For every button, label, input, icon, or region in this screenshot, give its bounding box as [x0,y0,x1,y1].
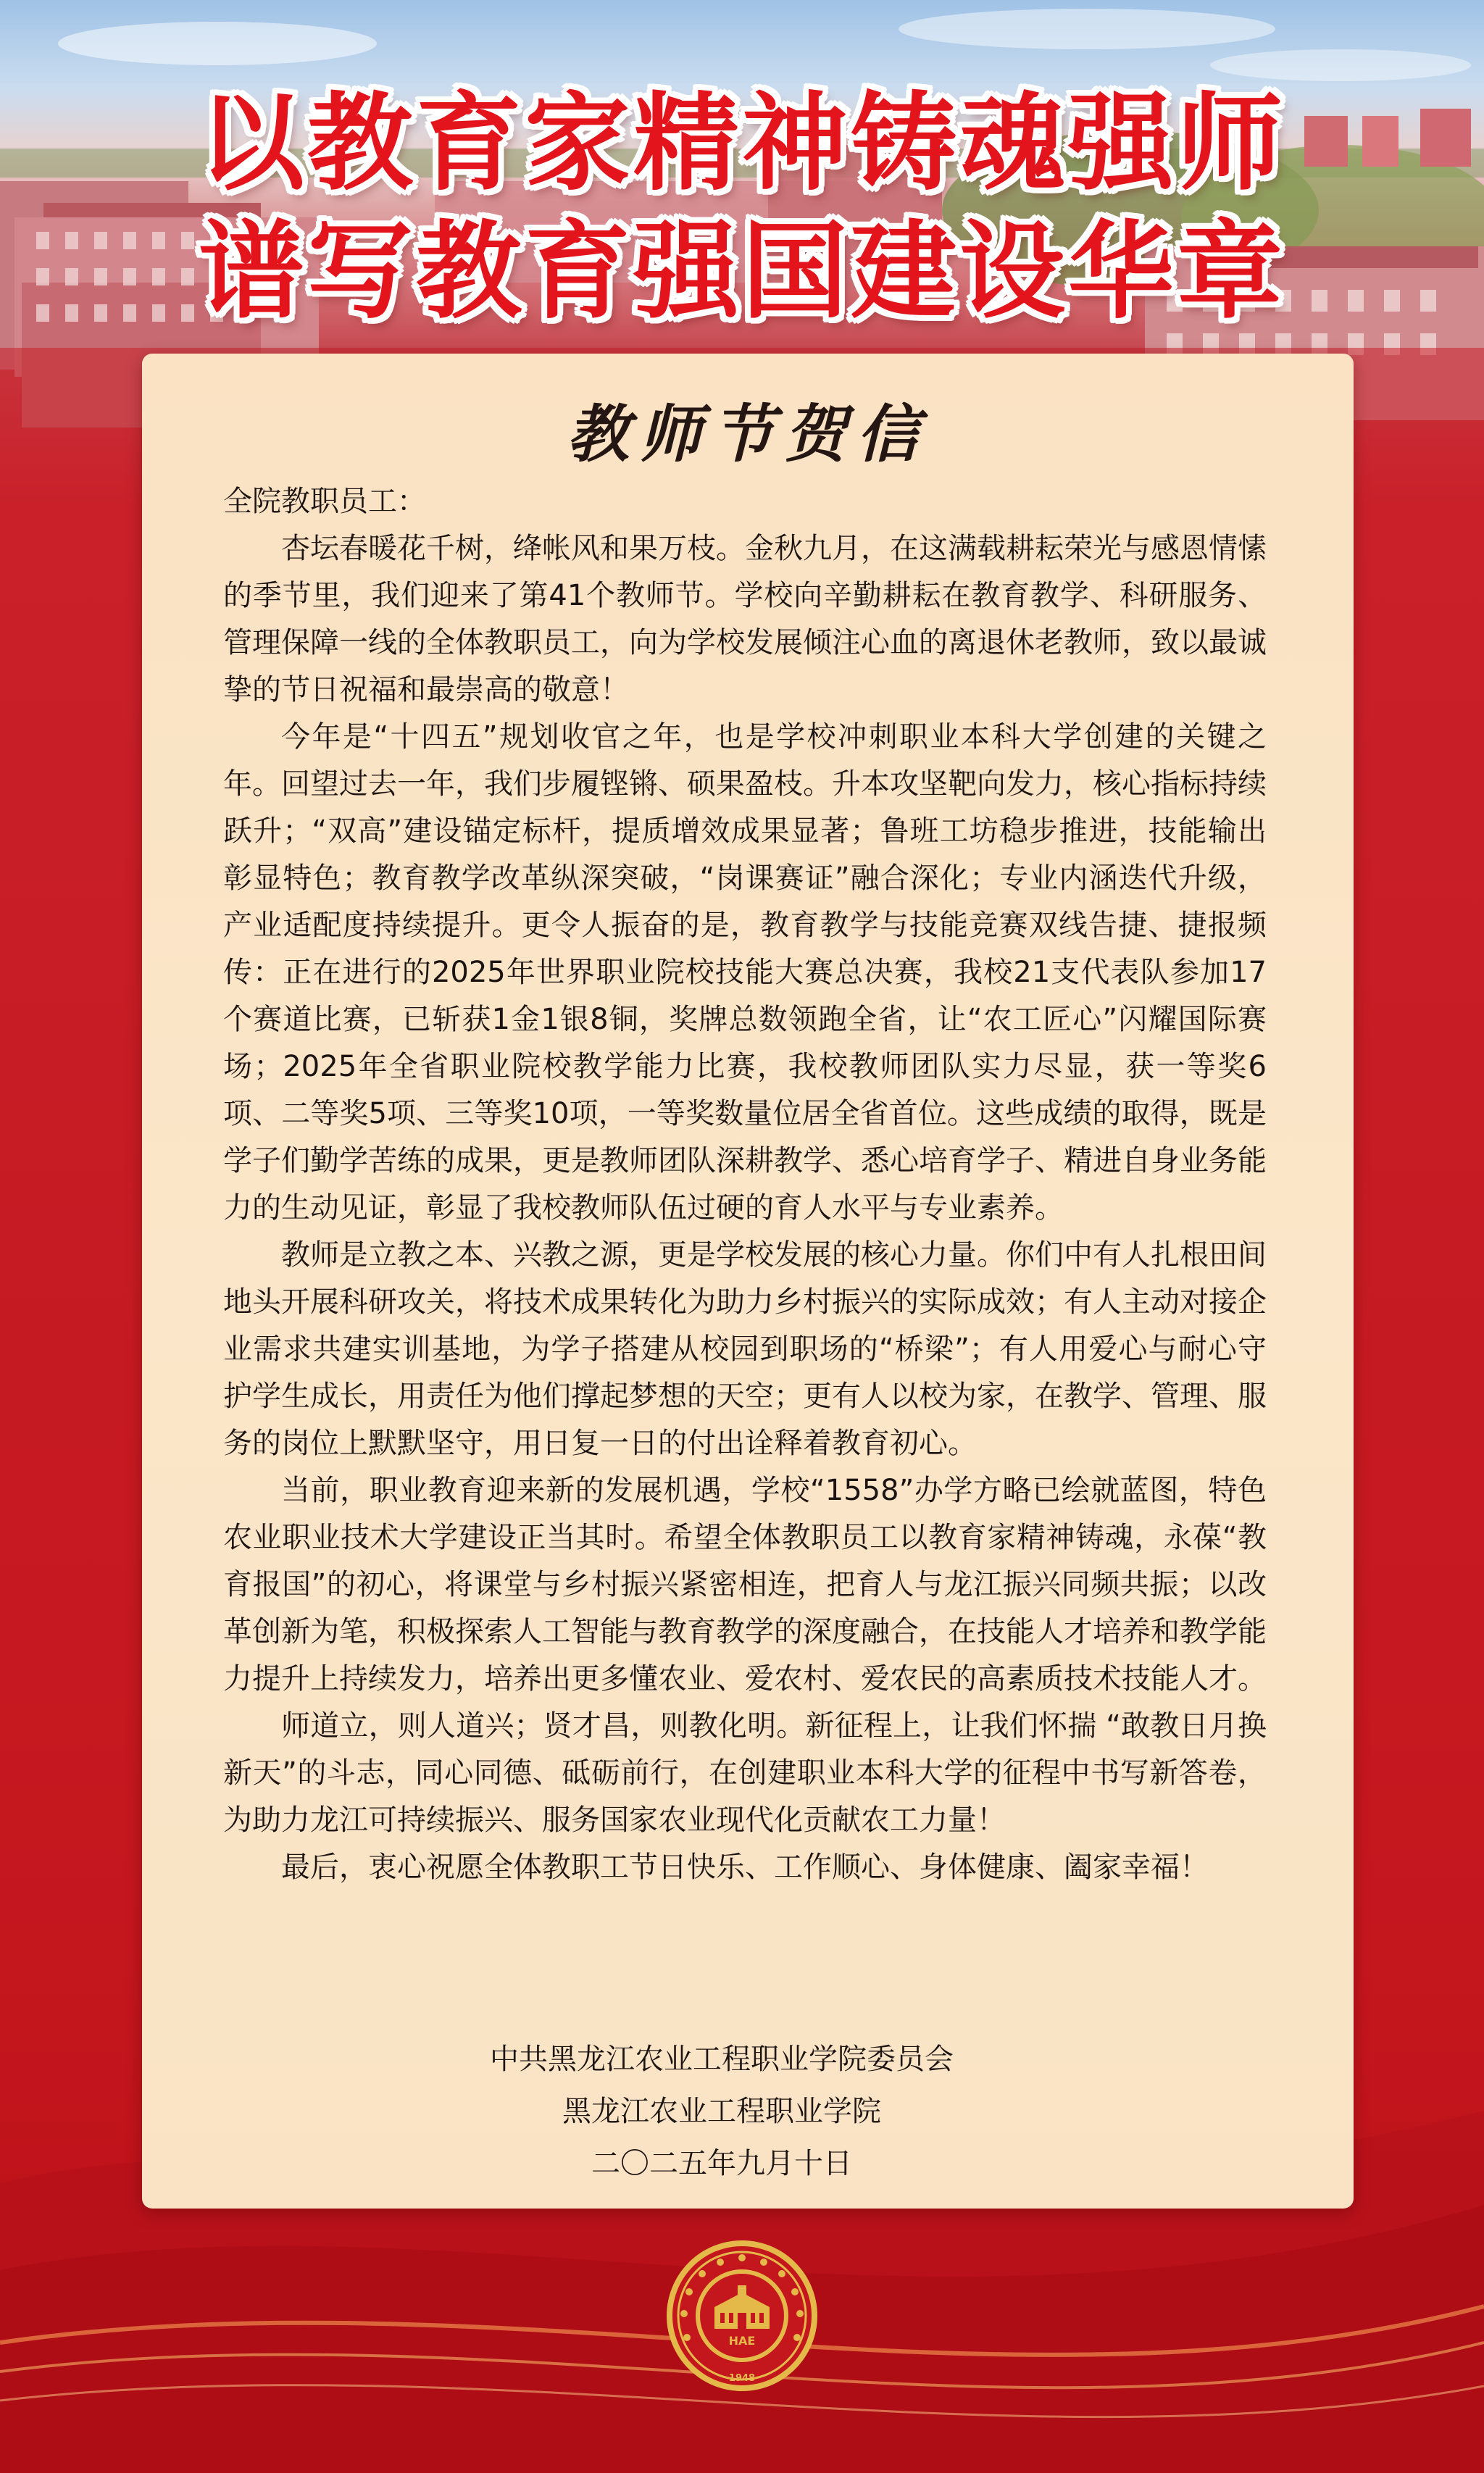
emblem-year: 1948 [728,2373,756,2384]
signature-college: 黑龙江农业工程职业学院 [562,2095,881,2128]
letter-paragraph: 当前，职业教育迎来新的发展机遇，学校“1558”办学方略已绘就蓝图，特色农业职业技术大学建设正当其时。希望全体教职员工以教育家精神铸魂，永葆“教育报国”的初心，将课堂与乡村振兴紧密相连，把育人与龙江振兴同频共振；以改革创新为笔，积极探索人工智能与教育教学的深度融合，在技能人才培养和教学能力提升上持续发力，培养出更多懂农业、爱农村、爱农民的高素质技术技能人才。 [223,1474,1267,1696]
letter-paragraph: 杏坛春暖花千树，绛帐风和果万枝。金秋九月，在这满载耕耘荣光与感恩情愫的季节里，我们迎来了第41个教师节。学校向辛勤耕耘在教育教学、科研服务、管理保障一线的全体教职员工，向为学校发展倾注心血的离退休老教师，致以最诚挚的节日祝福和最崇高的敬意！ [223,532,1267,706]
signature-date: 二〇二五年九月十日 [591,2147,852,2180]
letter-salutation: 全院教职员工： [223,485,426,518]
main-title-line-2: 谱写教育强国建设华章 [199,210,1285,333]
letter-paragraph: 教师是立教之本、兴教之源，更是学校发展的核心力量。你们中有人扎根田间地头开展科研攻关，将技术成果转化为助力乡村振兴的实际成效；有人主动对接企业需求共建实训基地，为学子搭建从校园到职场的“桥梁”；有人用爱心与耐心守护学生成长，用责任为他们撑起梦想的天空；更有人以校为家，在教学、管理、服务的岗位上默默坚守，用日复一日的付出诠释着教育初心。 [223,1238,1267,1460]
signature-party-committee: 中共黑龙江农业工程职业学院委员会 [490,2043,954,2076]
main-title-line-1: 以教育家精神铸魂强师 [199,82,1285,205]
emblem-initials: HAE [728,2334,756,2348]
letter-paragraph: 最后，衷心祝愿全体教职工节日快乐、工作顺心、身体健康、阖家幸福！ [281,1851,1209,1884]
letter-paragraph: 师道立，则人道兴；贤才昌，则教化明。新征程上，让我们怀揣 “敢教日月换新天”的斗志，同心同德、砥砺前行，在创建职业本科大学的征程中书写新答卷，为助力龙江可持续振兴、服务国家农业现代化贡献农工力量！ [223,1709,1267,1837]
letter-heading: 教师节贺信 [567,398,929,471]
letter-body [223,478,1267,1891]
school-emblem-icon [664,2238,820,2394]
letter-paper [142,354,1354,2209]
letter-paragraph: 今年是“十四五”规划收官之年，也是学校冲刺职业本科大学创建的关键之年。回望过去一年，我们步履铿锵、硕果盈枝。升本攻坚靶向发力，核心指标持续跃升；“双高”建设锚定标杆，提质增效成果显著；鲁班工坊稳步推进，技能输出彰显特色；教育教学改革纵深突破，“岗课赛证”融合深化；专业内涵迭代升级，产业适配度持续提升。更令人振奋的是，教育教学与技能竞赛双线告捷、捷报频传：正在进行的2025年世界职业院校技能大赛总决赛，我校21支代表队参加17个赛道比赛，已斩获1金1银8铜，奖牌总数领跑全省，让“农工匠心”闪耀国际赛场；2025年全省职业院校教学能力比赛，我校教师团队实力尽显，获一等奖6项、二等奖5项、三等奖10项，一等奖数量位居全省首位。这些成绩的取得，既是学子们勤学苦练的成果，更是教师团队深耕教学、悉心培育学子、精进自身业务能力的生动见证，彰显了我校教师队伍过硬的育人水平与专业素养。 [223,720,1267,1225]
